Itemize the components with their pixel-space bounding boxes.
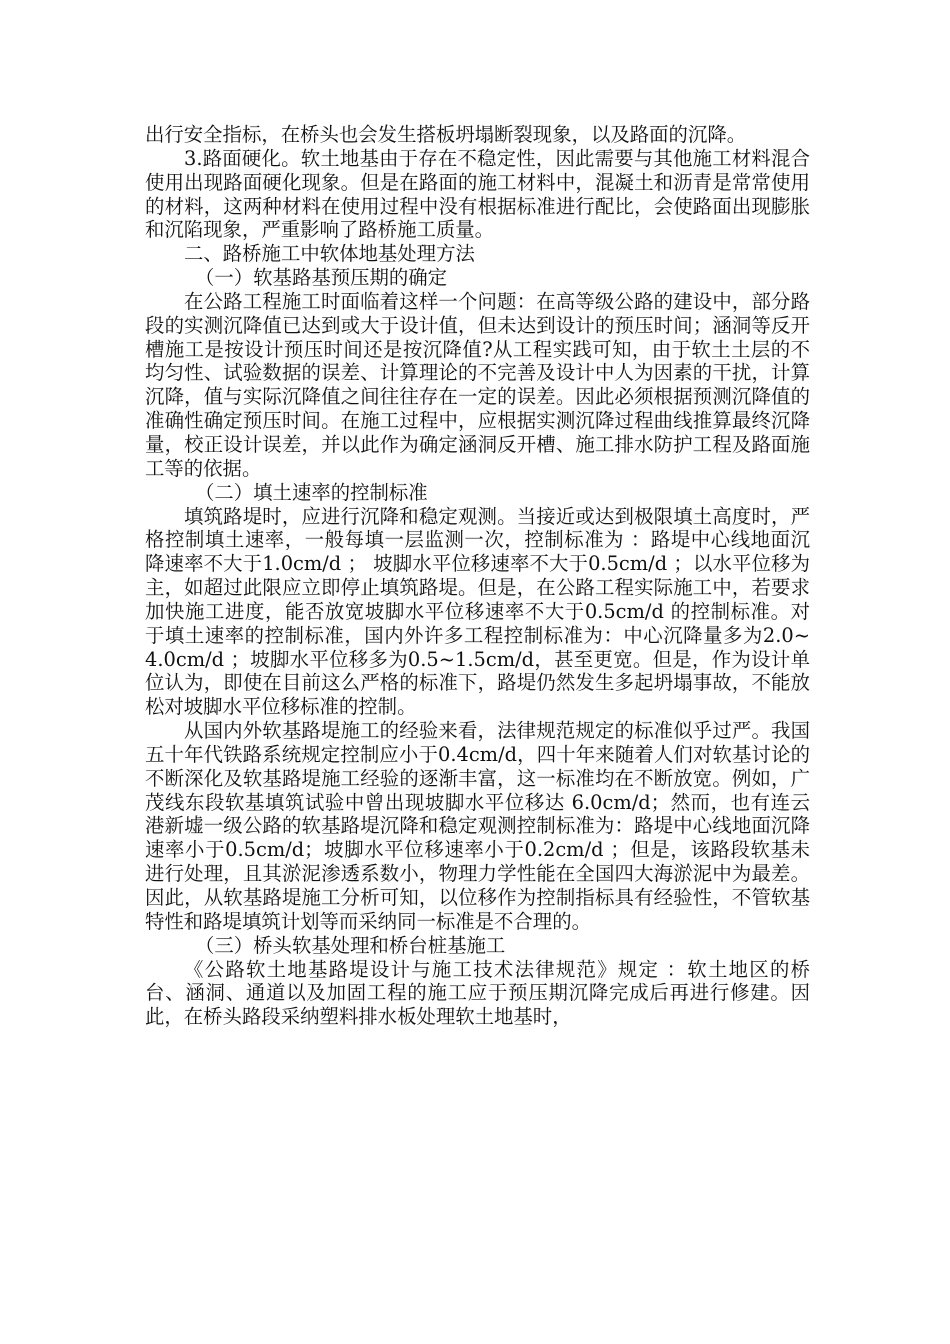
paragraph-bridge-head: 《公路软土地基路堤设计与施工技术法律规范》规定 ：软土地区的桥台、涵洞、通道以及加固工程的施工应于预压期沉降完成后再进行修建。因此，在桥头路段采纳塑料排水板处理软土地基时，: [145, 957, 810, 1029]
document-page: [145, 123, 810, 1029]
paragraph-fill-rate: 填筑路堤时，应进行沉降和稳定观测。当接近或达到极限填土高度时，严格控制填土速率，一般每填一层监测一次，控制标准为 ：路堤中心线地面沉降速率不大于1.0cm/d ； 坡脚水平位移速率不大于0.5cm/d ；以水平位移为主，如超过此限应立即停止填筑路堤。但是，在公路工程实际施工中，若要求加快施工进度，能否放宽坡脚水平位移速率不大于0.5cm/d 的控制标准。对于填土速率的控制标准，国内外许多工程控制标准为：中心沉降量多为2.0~4.0cm/d ；坡脚水平位移多为0.5~1.5cm/d，甚至更宽。但是，作为设计单位认为，即使在目前这么严格的标准下，路堤仍然发生多起坍塌事故，不能放松对坡脚水平位移标准的控制。: [145, 504, 810, 719]
subsection-heading-1: （一）软基路基预压期的确定: [195, 266, 448, 290]
paragraph-preloading: 在公路工程施工时面临着这样一个问题：在高等级公路的建设中，部分路段的实测沉降值已达到或大于设计值，但未达到设计的预压时间；涵洞等反开槽施工是按设计预压时间还是按沉降值?从工程实践可知，由于软土土层的不均匀性、试验数据的误差、计算理论的不完善及设计中人为因素的干扰，计算沉降，值与实际沉降值之间往往存在一定的误差。因此必须根据预测沉降值的准确性确定预压时间。在施工过程中，应根据实测沉降过程曲线推算最终沉降量，校正设计误差，并以此作为确定涵洞反开槽、施工排水防护工程及路面施工等的依据。: [145, 289, 810, 480]
paragraph-pavement-hardening: 3.路面硬化。软土地基由于存在不稳定性，因此需要与其他施工材料混合使用出现路面硬化现象。但是在路面的施工材料中，混凝土和沥青是常常使用的材料，这两种材料在使用过程中没有根据标准进行配比，会使路面出现膨胀和沉陷现象，严重影响了路桥施工质量。: [145, 146, 810, 242]
paragraph-experience: 从国内外软基路堤施工的经验来看，法律规范规定的标准似乎过严。我国五十年代铁路系统规定控制应小于0.4cm/d，四十年来随着人们对软基讨论的不断深化及软基路堤施工经验的逐渐丰富，这一标准均在不断放宽。例如，广茂线东段软基填筑试验中曾出现坡脚水平位移达 6.0cm/d；然而，也有连云港新墟一级公路的软基路堤沉降和稳定观测控制标准为：路堤中心线地面沉降速率小于0.5cm/d；坡脚水平位移速率小于0.2cm/d ；但是，该路段软基未进行处理，且其淤泥渗透系数小，物理力学性能在全国四大海淤泥中为最差。因此，从软基路堤施工分析可知，以位移作为控制指标具有经验性，不管软基特性和路堤填筑计划等而采纳同一标准是不合理的。: [145, 719, 810, 933]
paragraph-continuation: 出行安全指标，在桥头也会发生搭板坍塌断裂现象，以及路面的沉降。: [145, 123, 747, 146]
subsection-heading-2: （二）填土速率的控制标准: [195, 480, 428, 504]
section-heading: 二、路桥施工中软体地基处理方法: [184, 242, 475, 266]
subsection-heading-3: （三）桥头软基处理和桥台桩基施工: [195, 933, 506, 957]
